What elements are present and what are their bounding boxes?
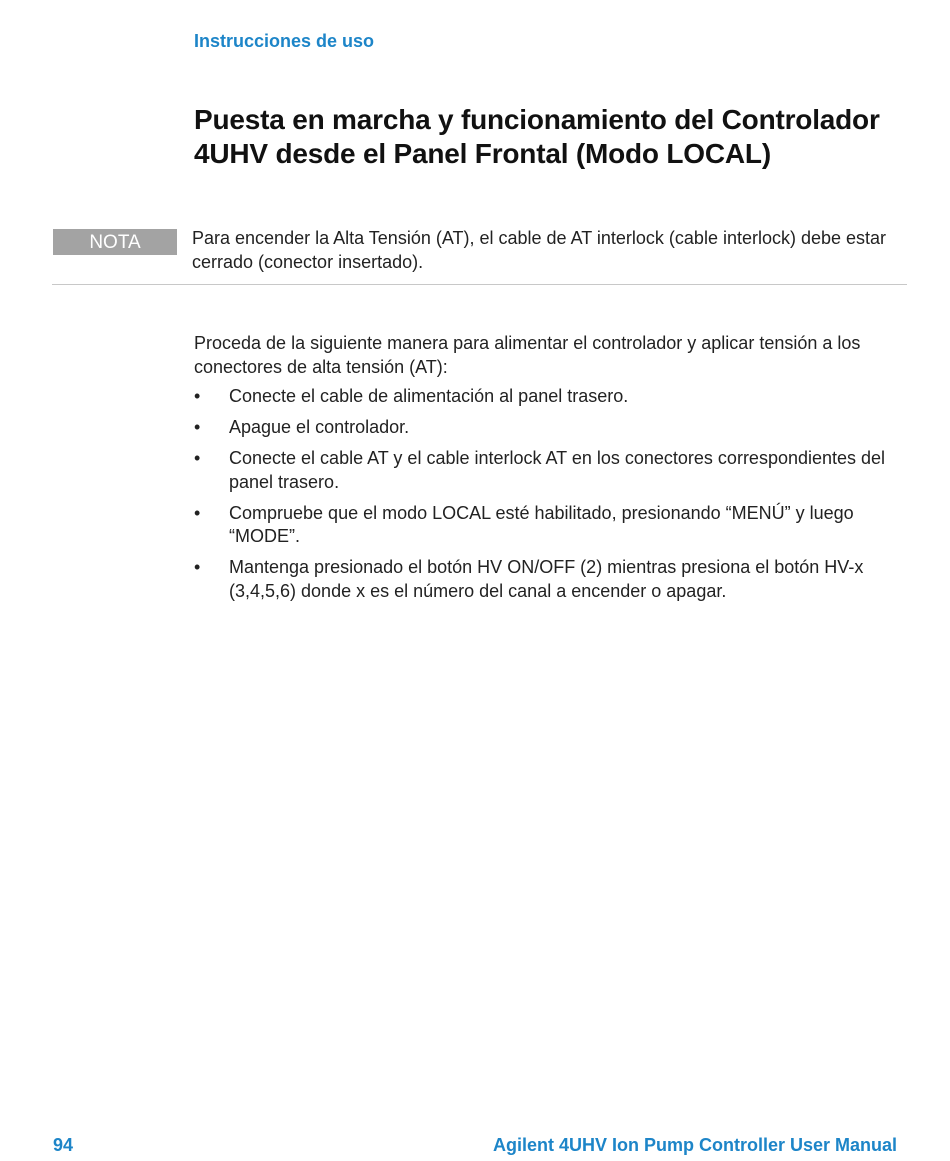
- bullet-icon: •: [194, 557, 201, 577]
- bullet-icon: •: [194, 448, 201, 468]
- page-number: 94: [53, 1135, 74, 1155]
- bullet-icon: •: [194, 502, 201, 523]
- step-text: Mantenga presionado el botón HV ON/OFF (2) mientras presiona el botón HV-x (3,4,5,6) donde x es el número del canal a encender o apagar.: [229, 557, 864, 601]
- list-item: [194, 416, 910, 440]
- note-divider: [52, 284, 907, 285]
- step-text: Compruebe que el modo LOCAL esté habilitado, presionando “MENÚ” y luego “MODE”.: [229, 502, 854, 546]
- intro-paragraph: Proceda de la siguiente manera para alimentar el controlador y aplicar tensión a los conectores de alta tensión (AT):: [194, 333, 861, 377]
- bullet-icon: •: [194, 386, 201, 406]
- page-title: Puesta en marcha y funcionamiento del Controlador 4UHV desde el Panel Frontal (Modo LOCAL): [194, 104, 880, 169]
- list-item: [194, 447, 910, 494]
- step-text: Conecte el cable de alimentación al panel trasero.: [229, 386, 629, 406]
- step-text: Apague el controlador.: [229, 417, 410, 437]
- note-text: Para encender la Alta Tensión (AT), el cable de AT interlock (cable interlock) debe estar cerrado (conector insertado).: [192, 228, 887, 272]
- list-item: [194, 385, 910, 409]
- step-text: Conecte el cable AT y el cable interlock AT en los conectores correspondientes del panel trasero.: [229, 448, 886, 492]
- running-header: Instrucciones de uso: [194, 31, 375, 51]
- note-badge: NOTA: [53, 229, 177, 255]
- manual-title: Agilent 4UHV Ion Pump Controller User Manual: [492, 1135, 897, 1155]
- list-item: [194, 556, 910, 603]
- bullet-icon: •: [194, 417, 201, 437]
- list-item: [194, 502, 910, 549]
- steps-list: [194, 385, 910, 611]
